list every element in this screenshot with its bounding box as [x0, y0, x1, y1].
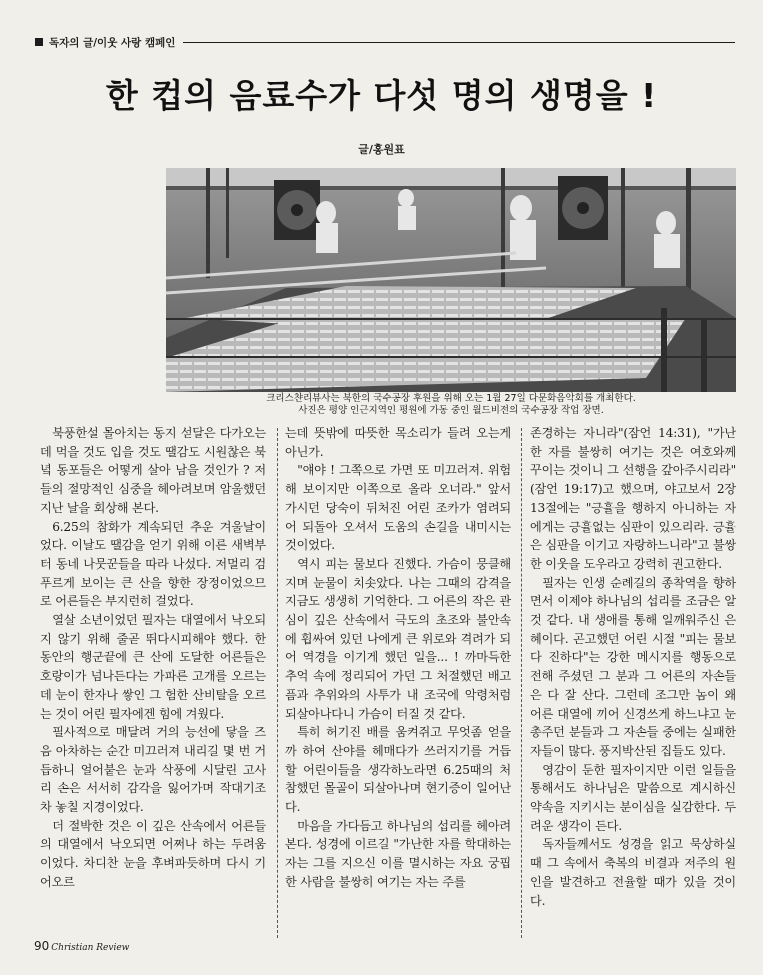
- page-footer: [34, 939, 129, 953]
- paragraph: "얘야 ! 그쪽으로 가면 또 미끄러져. 위험해 보이지만 이쪽으로 올라 오너라." 앞서 가시던 당숙이 뒤처진 어린 조카가 염려되어 되돌아 오셔서 도움의 손길을 내미시는 것이었다.: [285, 463, 511, 553]
- paragraph: 필사적으로 매달려 거의 능선에 닿을 즈음 아차하는 순간 미끄러져 내리길 몇 번 거듭하니 얼어붙은 눈과 삭풍에 시달린 고사리 손은 서서히 감각을 잃어가며 작대기조차 놓칠 지경이었다.: [40, 725, 266, 815]
- article-title: 한 컵의 음료수가 다섯 명의 생명을 !: [105, 76, 658, 115]
- paragraph: 북풍한설 몰아치는 동지 섣달은 다가오는데 먹을 것도 입을 것도 땔감도 시원찮은 북녘 동포들은 어떻게 살아 남을 것인가 ? 저들의 절망적인 심중을 헤아려보며 암울했던 지난 날을 회상해 본다.: [40, 426, 266, 515]
- paragraph: 는데 뜻밖에 따뜻한 목소리가 들려 오는게 아닌가.: [285, 426, 511, 459]
- paragraph: 역시 피는 물보다 진했다. 가슴이 뭉클해지며 눈물이 치솟았다. 나는 그때의 감격을 지금도 생생히 기억한다. 그 어른의 작은 관심이 깊은 산속에서 극도의 초조와 불안속에 휩싸여 있던 나에게 큰 위로와 격려가 되어 역경을 이기게 했던 일을... ! 까마득한 추억 속에 정리되어 가던 그 처절했던 배고픔과 추위와의 사투가 내 조국에 악령처럼 되살아나다니 가슴이 터질 것 같다.: [285, 556, 511, 721]
- square-bullet-icon: [35, 38, 43, 46]
- caption-line-1: 크리스챤리뷰사는 북한의 국수공장 후원을 위해 오는 1월 27일 다문화음악회를 개최한다.: [266, 393, 636, 404]
- paragraph: 특히 허기진 배를 움켜쥐고 무엇좀 얻을까 하여 산야를 헤매다가 쓰러지기를 거듭할 어린이들을 생각하노라면 6.25때의 처참했던 몰골이 되살아나며 현기증이 일어난다.: [285, 725, 511, 815]
- article-byline: 글/홍원표: [358, 143, 405, 156]
- paragraph: 마음을 가다듬고 하나님의 섭리를 헤아려 본다. 성경에 이르길 "가난한 자를 학대하는 자는 그를 지으신 이를 멸시하는 자요 궁핍한 사람을 불쌍히 여기는 자는 주를: [285, 818, 511, 889]
- photo-caption: [166, 393, 736, 417]
- body-column-3: [530, 424, 736, 910]
- paragraph: 더 절박한 것은 이 깊은 산속에서 어른들의 대열에서 낙오되면 어쩌나 하는 두려움이었다. 차디찬 눈을 후벼파듯하며 다시 기어오르: [40, 818, 266, 889]
- section-label: 독자의 글/이웃 사랑 캠페인: [49, 36, 176, 49]
- paragraph: 영감이 둔한 필자이지만 이런 일들을 통해서도 하나님은 말씀으로 계시하신 약속을 지키시는 분이심을 실감한다. 두려운 생각이 든다.: [530, 762, 736, 833]
- column-divider: [277, 428, 278, 938]
- paragraph: 독자들께서도 성경을 읽고 묵상하실 때 그 속에서 축복의 비결과 저주의 원인을 발견하고 전율할 때가 있을 것이다.: [530, 837, 736, 908]
- header-rule: [183, 42, 735, 43]
- column-divider: [521, 428, 522, 938]
- paragraph: 필자는 인생 순례길의 종착역을 향하면서 이제야 하나님의 섭리를 조금은 알 것 같다. 내 생애를 통해 일깨워주신 은혜이다. 곤고했던 어린 시절 "피는 물보다 진하다"는 강한 메시지를 행동으로 전해 주셨던 그 분과 그 어른의 자손들은 다 잘 산다. 그런데 조그만 놈이 왜 어른 대열에 끼어 신경쓰게 하느냐고 눈총주던 분들과 그 자손들 중에는 실패한 자들이 많다. 풍지박산된 집들도 있다.: [530, 575, 736, 758]
- paragraph: 존경하는 자니라"(잠언 14:31), "가난한 자를 불쌍히 여기는 것은 여호와께 꾸이는 것이니 그 선행을 갚아주시리라"(잠언 19:17)고 했으며, 야고보서 2장 13절에는 "긍휼을 행하지 아니하는 자에게는 긍휼없는 심판이 있으리라. 긍휼은 심판을 이기고 자랑하느니라"고 불쌍한 이웃을 도우라고 강력히 권고한다.: [530, 426, 736, 571]
- body-column-2: [285, 424, 511, 892]
- section-header: [35, 34, 735, 50]
- paragraph: 6.25의 참화가 계속되던 추운 겨울날이었다. 이날도 땔감을 얻기 위해 이른 새벽부터 동네 나뭇꾼들을 따라 나섰다. 저멀리 검푸르게 보이는 큰 산을 향한 장정이었으므로 어른들은 부지런히 걸었다.: [40, 519, 266, 609]
- noodle-factory-photo-illustration: [166, 168, 736, 392]
- article-photo: [166, 168, 736, 392]
- caption-line-2: 사진은 평양 인근지역인 평원에 가동 중인 월드비전의 국수공장 작업 장면.: [298, 405, 604, 416]
- magazine-name: Christian Review: [51, 943, 130, 953]
- page-number: 90: [34, 939, 50, 953]
- body-column-1: [40, 424, 266, 892]
- paragraph: 열살 소년이었던 필자는 대열에서 낙오되지 않기 위해 줄곧 뛰다시피해야 했다. 한 동안의 행군끝에 큰 산에 도달한 어른들은 호랑이가 넘나든다는 가파른 고개를 오르는데 눈이 한자나 쌓인 그 험한 산비탈을 오르는 것이 어린 필자에겐 힘에 겨웠다.: [40, 613, 266, 721]
